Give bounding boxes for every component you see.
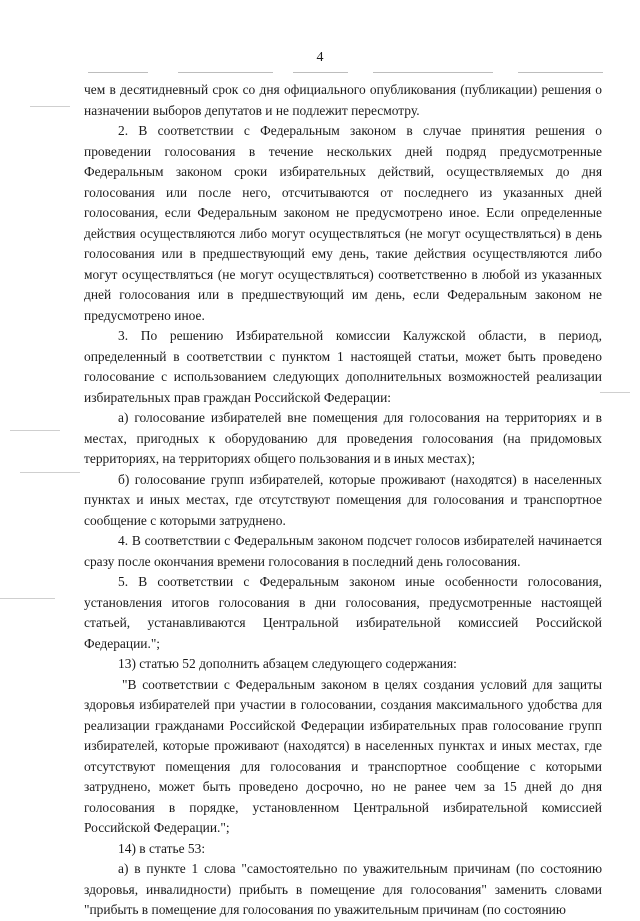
paragraph-clause-4: 4. В соответствии с Федеральным законом подсчет голосов избирателей начинается сразу после окончания времени голосования в последний день голосования. xyxy=(84,533,602,569)
paragraph-subclause-a: а) голосование избирателей вне помещения для голосования на территориях и в местах, пригодных к оборудованию для проведения голосования (на придомовых территориях, на территориях общего пользования и в иных местах); xyxy=(84,410,602,466)
paragraph-clause-3: 3. По решению Избирательной комиссии Калужской области, в период, определенный в соответствии с пунктом 1 настоящей статьи, может быть проведено голосование с использованием следующих дополнительных возможностей реализации избирательных прав граждан Российской Федерации: xyxy=(84,328,602,405)
paragraph-quoted-amendment: "В соответствии с Федеральным законом в целях создания условий для защиты здоровья избирателей при участии в голосовании, создания максимального удобства для реализации гражданами Российской Федерации избирательных прав голосование групп избирателей, которые проживают (находятся) в населенных пунктах и иных местах, где отсутствуют помещения для голосования и транспортное сообщение с которыми затруднено, может быть проведено досрочно, но не ранее чем за 15 дней до дня голосования в порядке, установленном Центральной избирательной комиссией Российской Федерации."; xyxy=(84,676,602,835)
paragraph-subclause-b: б) голосование групп избирателей, которые проживают (находятся) в населенных пунктах и иных местах, где отсутствуют помещения для голосования и транспортное сообщение с которыми затруднено. xyxy=(84,471,602,528)
paragraph-item-14: 14) в статье 53: xyxy=(118,840,206,856)
scan-artifact-mark xyxy=(20,472,80,473)
scan-artifact-mark xyxy=(30,106,70,107)
paragraph-clause-2: 2. В соответствии с Федеральным законом в случае принятия решения о проведении голосования в течение нескольких дней подряд предусмотренные Федеральным законом сроки избирательных действий, осуществляемых до дня голосования или после него, отсчитываются от последнего из указанных дней голосования, если Федеральным законом не предусмотрено иное. Если определенные действия осуществляются либо могут осуществляться (не могут осуществляться) в день голосования или в предшествующий ему день, такие действия осуществляются либо могут осуществляться (не могут осуществляться) соответственно в любой из указанных дней голосования или в предшествующий им день, если Федеральным законом не предусмотрено иное. xyxy=(84,123,602,323)
scan-artifact-mark xyxy=(0,598,55,599)
scan-artifact-mark xyxy=(600,392,630,393)
paragraph-continuation: чем в десятидневный срок со дня официального опубликования (публикации) решения о назначении выборов депутатов и не подлежит пересмотру. xyxy=(84,82,602,118)
scan-artifact-line xyxy=(88,70,608,76)
paragraph-item-13: 13) статью 52 дополнить абзацем следующего содержания: xyxy=(118,656,457,671)
scan-artifact-mark xyxy=(10,430,60,431)
paragraph-item-14a: а) в пункте 1 слова "самостоятельно по уважительным причинам (по состоянию здоровья, инвалидности) прибыть в помещение для голосования" заменить словами "прибыть в помещение для голосования по уважительным причинам (по состоянию xyxy=(84,861,602,917)
document-body xyxy=(84,80,602,921)
page-number: 4 xyxy=(316,50,324,65)
paragraph-clause-5: 5. В соответствии с Федеральным законом иные особенности голосования, установления итогов голосования в дни голосования, предусмотренные настоящей статьей, устанавливаются Центральной избирательной комиссией Российской Федерации."; xyxy=(84,574,602,651)
